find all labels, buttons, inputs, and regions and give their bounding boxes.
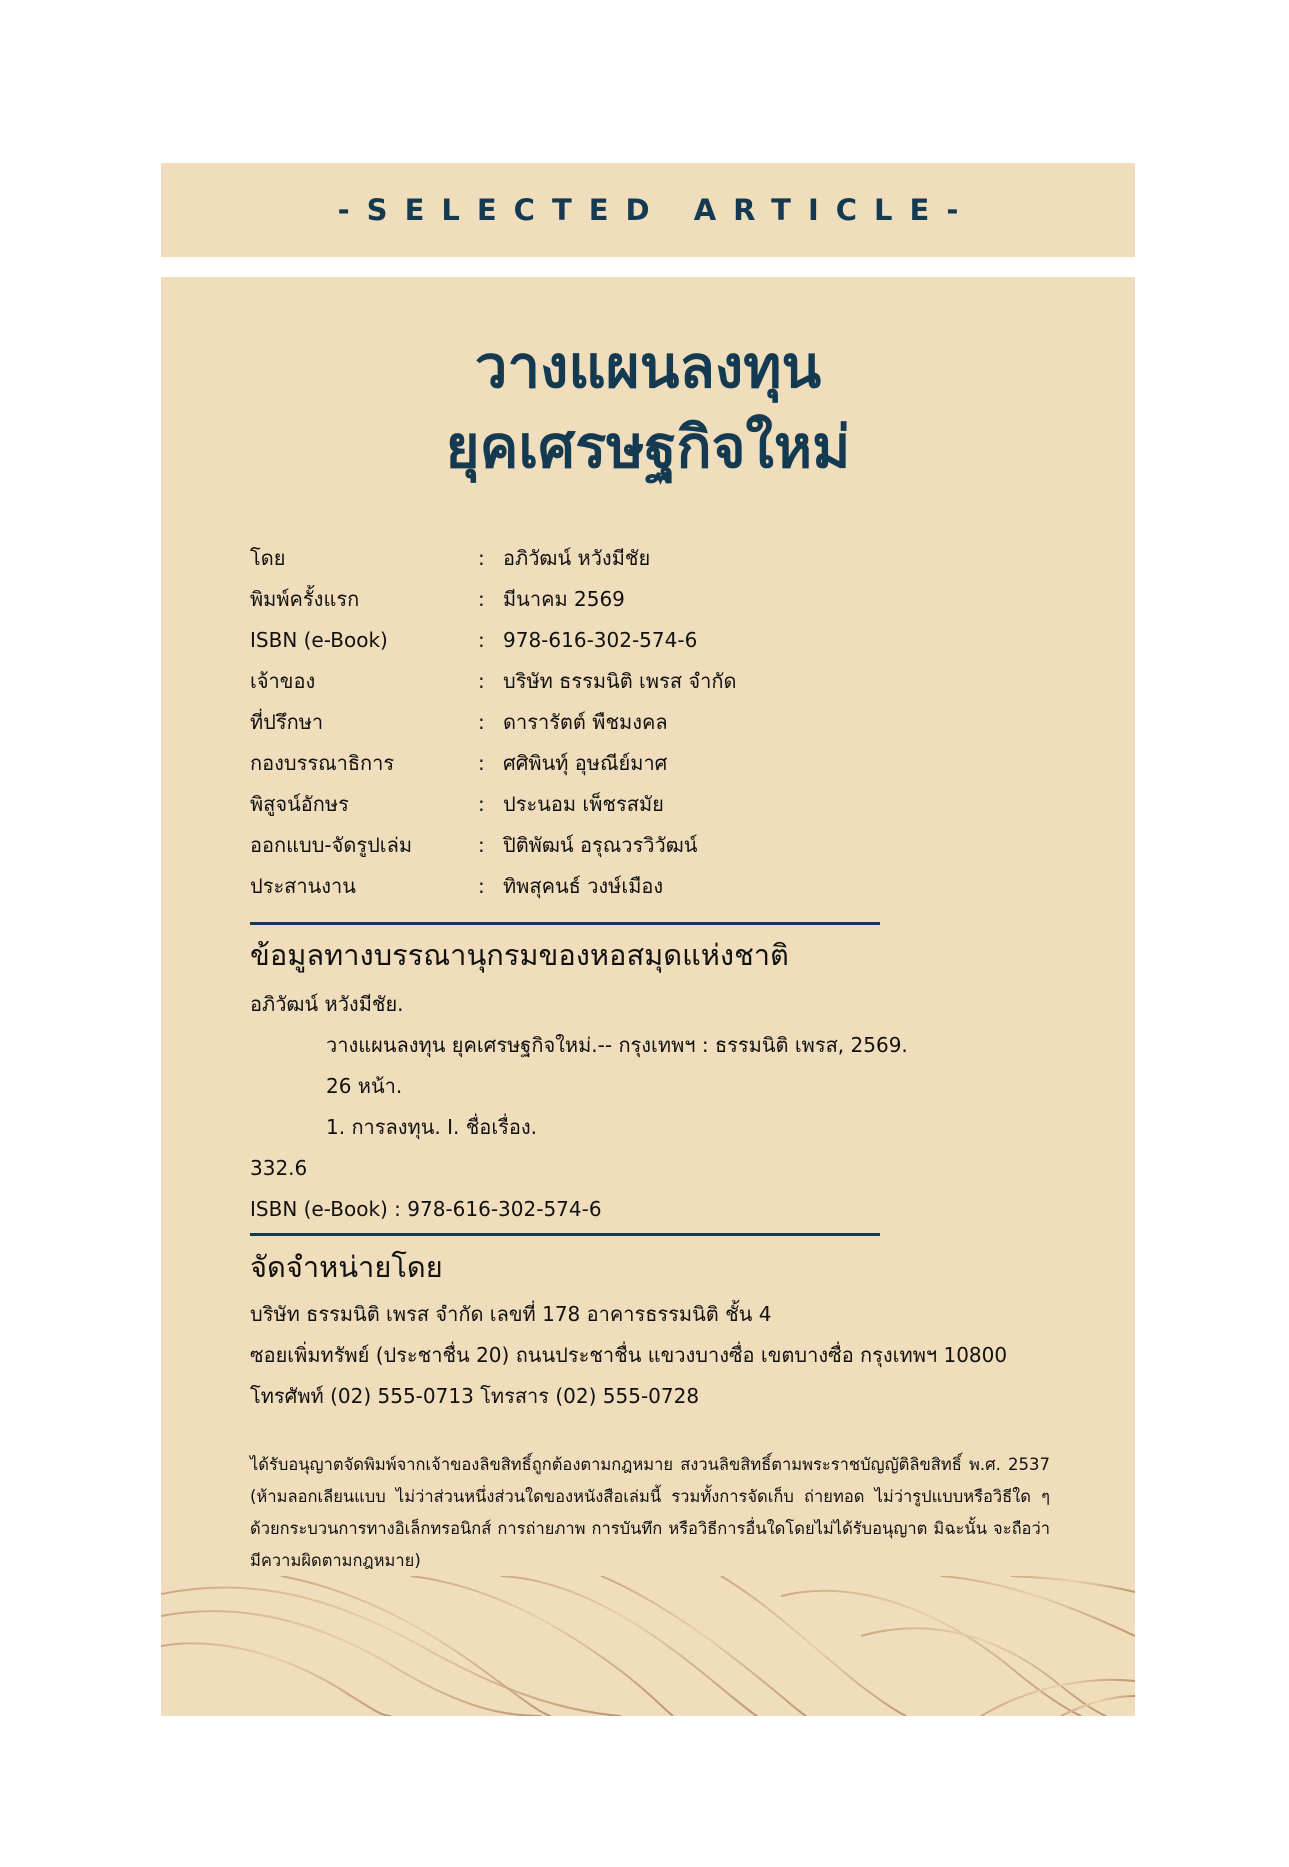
meta-value: ปิติพัฒน์ อรุณวรวิวัฒน์ [503, 832, 698, 857]
catalog-author: อภิวัฒน์ หวังมีชัย. [250, 991, 404, 1016]
meta-row [250, 578, 736, 619]
distribution-heading: จัดจำหน่ายโดย [250, 1250, 443, 1284]
catalog-isbn: ISBN (e-Book) : 978-616-302-574-6 [250, 1196, 602, 1221]
distribution-block [250, 1293, 1007, 1416]
meta-colon: : [478, 709, 485, 734]
meta-row [250, 660, 736, 701]
meta-colon: : [478, 750, 485, 775]
meta-row [250, 619, 736, 660]
article-card [161, 277, 1135, 1716]
meta-row [250, 783, 736, 824]
meta-label: เจ้าของ [250, 668, 316, 693]
meta-row [250, 742, 736, 783]
meta-row [250, 865, 736, 906]
header-banner [161, 163, 1135, 257]
meta-label: พิสูจน์อักษร [250, 791, 349, 816]
meta-row [250, 701, 736, 742]
meta-row [250, 537, 736, 578]
copyright-notice: ได้รับอนุญาตจัดพิมพ์จากเจ้าของลิขสิทธิ์ถูกต้องตามกฎหมาย สงวนลิขสิทธิ์ตามพระราชบัญญัติลิขสิทธิ์ พ.ศ. 2537 (ห้ามลอกเลียนแบบ ไม่ว่าส่วนหนึ่งส่วนใดของหนังสือเล่มนี้ รวมทั้งการจัดเก็บ ถ่ายทอด ไม่ว่ารูปแบบหรือวิธีใด ๆ ด้วยกระบวนการทางอิเล็กทรอนิกส์ การถ่ายภาพ การบันทึก หรือวิธีการอื่นใดโดยไม่ได้รับอนุญาต มิฉะนั้น จะถือว่ามีความผิดตามกฎหมาย) [250, 1455, 1050, 1570]
meta-label: ISBN (e-Book) [250, 627, 388, 652]
distribution-line: โทรศัพท์ (02) 555-0713 โทรสาร (02) 555-0728 [250, 1383, 700, 1408]
meta-colon: : [478, 873, 485, 898]
page-title [161, 327, 1135, 487]
meta-label: ประสานงาน [250, 873, 356, 898]
metadata-list [250, 537, 736, 906]
section-divider [250, 1233, 880, 1236]
meta-value: มีนาคม 2569 [503, 586, 625, 611]
catalog-pages: 26 หน้า. [326, 1073, 403, 1098]
meta-colon: : [478, 668, 485, 693]
meta-colon: : [478, 832, 485, 857]
meta-label: พิมพ์ครั้งแรก [250, 586, 360, 611]
distribution-line: บริษัท ธรรมนิติ เพรส จำกัด เลขที่ 178 อาคารธรรมนิติ ชั้น 4 [250, 1301, 772, 1326]
catalog-block [250, 983, 908, 1229]
catalog-title-line: วางแผนลงทุน ยุคเศรษฐกิจใหม่.-- กรุงเทพฯ : ธรรมนิติ เพรส, 2569. [326, 1032, 908, 1057]
meta-colon: : [478, 545, 485, 570]
meta-colon: : [478, 627, 485, 652]
meta-label: กองบรรณาธิการ [250, 750, 395, 775]
meta-value: ศศิพินทุ์ อุษณีย์มาศ [503, 750, 668, 775]
wave-decoration [161, 1576, 1135, 1716]
meta-value: บริษัท ธรรมนิติ เพรส จำกัด [503, 668, 737, 693]
meta-value: อภิวัฒน์ หวังมีชัย [503, 545, 651, 570]
catalog-subjects: 1. การลงทุน. I. ชื่อเรื่อง. [326, 1114, 538, 1139]
title-line-1: วางแผนลงทุน [474, 333, 822, 401]
catalog-heading: ข้อมูลทางบรรณานุกรมของหอสมุดแห่งชาติ [250, 938, 789, 972]
meta-row [250, 824, 736, 865]
meta-label: ที่ปรึกษา [250, 709, 324, 734]
banner-label: -SELECTED ARTICLE- [337, 193, 976, 227]
section-divider [250, 922, 880, 925]
meta-value: 978-616-302-574-6 [503, 627, 698, 652]
meta-label: โดย [250, 545, 286, 570]
meta-value: ดารารัตต์ พืชมงคล [503, 709, 668, 734]
meta-label: ออกแบบ-จัดรูปเล่ม [250, 832, 413, 857]
meta-colon: : [478, 586, 485, 611]
meta-colon: : [478, 791, 485, 816]
meta-value: ประนอม เพ็ชรสมัย [503, 791, 664, 816]
meta-value: ทิพสุคนธ์ วงษ์เมือง [503, 873, 664, 898]
distribution-line: ซอยเพิ่มทรัพย์ (ประชาชื่น 20) ถนนประชาชื่น แขวงบางซื่อ เขตบางซื่อ กรุงเทพฯ 10800 [250, 1342, 1008, 1367]
catalog-classification: 332.6 [250, 1155, 308, 1180]
title-line-2: ยุคเศรษฐกิจใหม่ [445, 413, 851, 481]
